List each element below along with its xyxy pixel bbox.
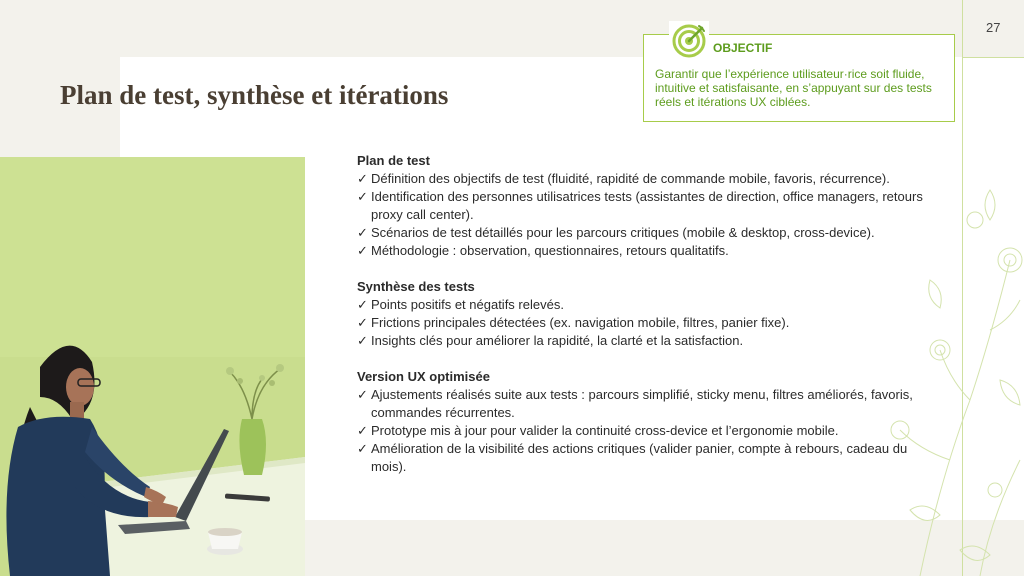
objective-box <box>643 34 955 122</box>
list-item: ✓ Méthodologie : observation, questionnaires, retours qualitatifs. <box>357 243 729 258</box>
list-item: ✓ Définition des objectifs de test (fluidité, rapidité de commande mobile, favoris, récurrence). <box>357 171 890 186</box>
check-icon: ✓ <box>357 243 368 258</box>
content-list <box>357 152 937 494</box>
list-item: ✓ Ajustements réalisés suite aux tests : parcours simplifié, sticky menu, filtres améliorés, favoris, commandes récurrentes. <box>357 387 913 420</box>
photo-woman-laptop <box>0 157 305 576</box>
section-heading: Version UX optimisée <box>357 369 490 384</box>
objective-text: Garantir que l’expérience utilisateur·rice soit fluide, intuitive et satisfaisante, en s’appuyant sur des tests réels et itérations UX ciblées. <box>655 67 932 109</box>
check-icon: ✓ <box>357 423 368 438</box>
list-item: ✓ Identification des personnes utilisatrices tests (assistantes de direction, office managers, retours proxy call center). <box>357 189 923 222</box>
check-icon: ✓ <box>357 225 368 240</box>
check-icon: ✓ <box>357 333 368 348</box>
section-heading: Plan de test <box>357 153 430 168</box>
page-number: 27 <box>986 20 1001 35</box>
check-icon: ✓ <box>357 189 368 204</box>
list-item: ✓ Insights clés pour améliorer la rapidité, la clarté et la satisfaction. <box>357 333 744 348</box>
list-item: ✓ Amélioration de la visibilité des actions critiques (valider panier, compte à rebours, cadeau du mois). <box>357 441 908 474</box>
section-synthese-des-tests <box>357 278 937 350</box>
list-item: ✓ Points positifs et négatifs relevés. <box>357 297 564 312</box>
section-plan-de-test <box>357 152 937 260</box>
section-version-ux-optimisee <box>357 368 937 476</box>
check-icon: ✓ <box>357 171 368 186</box>
decorative-horizontal-line <box>962 57 1024 58</box>
check-icon: ✓ <box>357 315 368 330</box>
list-item: ✓ Prototype mis à jour pour valider la continuité cross-device et l’ergonomie mobile. <box>357 423 839 438</box>
list-item: ✓ Frictions principales détectées (ex. navigation mobile, filtres, panier fixe). <box>357 315 790 330</box>
objective-label: OBJECTIF <box>713 41 773 55</box>
check-icon: ✓ <box>357 387 368 402</box>
check-icon: ✓ <box>357 441 368 456</box>
target-icon <box>669 21 709 61</box>
check-icon: ✓ <box>357 297 368 312</box>
list-item: ✓ Scénarios de test détaillés pour les parcours critiques (mobile & desktop, cross-device). <box>357 225 875 240</box>
section-heading: Synthèse des tests <box>357 279 475 294</box>
slide-title: Plan de test, synthèse et itérations <box>60 80 449 110</box>
